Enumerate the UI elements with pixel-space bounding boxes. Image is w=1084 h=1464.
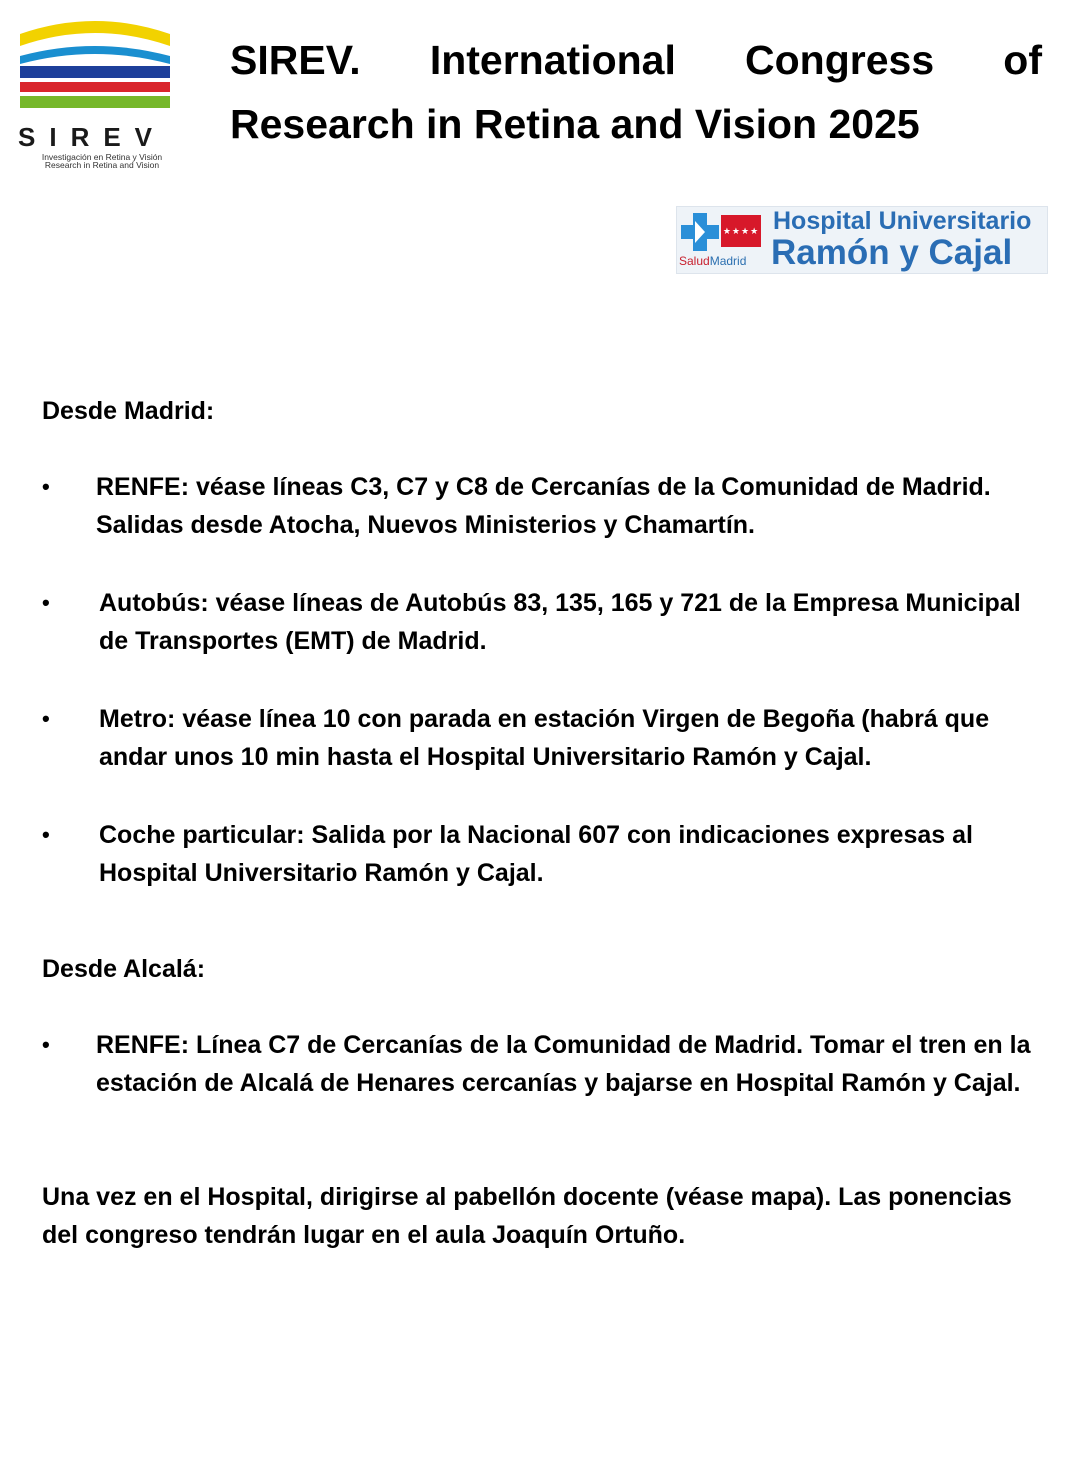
salud-madrid-cross-icon bbox=[681, 213, 719, 251]
salud-label: Salud bbox=[679, 254, 710, 268]
logo-wordmark: SIREV bbox=[18, 122, 167, 152]
bullet: • bbox=[42, 822, 50, 847]
list-item-coche bbox=[42, 816, 1052, 892]
logo-green-stripe bbox=[20, 96, 170, 108]
list-item-text: Autobús: véase líneas de Autobús 83, 135, 165 y 721 de la Empresa Municipal de Transportes (EMT) de Madrid. bbox=[99, 589, 1021, 655]
madrid-flag-icon: ★★★★ bbox=[721, 215, 761, 247]
bullet: • bbox=[42, 474, 50, 499]
title-line-2: Research in Retina and Vision 2025 bbox=[230, 101, 920, 147]
list-item-text: RENFE: véase líneas C3, C7 y C8 de Cercanías de la Comunidad de Madrid. Salidas desde Atocha, Nuevos Ministerios y Chamartín. bbox=[96, 473, 991, 539]
logo-blue-stripe bbox=[20, 66, 170, 78]
alcala-options-list bbox=[42, 1026, 1052, 1102]
page-title bbox=[230, 28, 1042, 156]
list-item-metro bbox=[42, 700, 1052, 776]
sirev-logo bbox=[18, 14, 178, 174]
list-item-text: RENFE: Línea C7 de Cercanías de la Comunidad de Madrid. Tomar el tren en la estación de Alcalá de Henares cercanías y bajarse en Hospital Ramón y Cajal. bbox=[96, 1031, 1031, 1097]
logo-tagline-en: Research in Retina and Vision bbox=[44, 160, 160, 170]
closing-paragraph: Una vez en el Hospital, dirigirse al pabellón docente (véase mapa). Las ponencias del congreso tendrán lugar en el aula Joaquín Ortuño. bbox=[42, 1183, 1012, 1249]
title-word: of bbox=[1003, 37, 1042, 83]
directions-content bbox=[42, 392, 1052, 1254]
title-word: SIREV. bbox=[230, 37, 361, 83]
heading-desde-madrid: Desde Madrid: bbox=[42, 397, 215, 425]
list-item-text: Metro: véase línea 10 con parada en estación Virgen de Begoña (habrá que andar unos 10 min hasta el Hospital Universitario Ramón y Cajal. bbox=[99, 705, 990, 771]
heading-desde-alcala: Desde Alcalá: bbox=[42, 955, 206, 983]
title-word: Congress bbox=[745, 37, 935, 83]
madrid-options-list bbox=[42, 468, 1052, 892]
list-item-text: Coche particular: Salida por la Nacional 607 con indicaciones expresas al Hospital Universitario Ramón y Cajal. bbox=[99, 821, 973, 887]
bullet: • bbox=[42, 706, 50, 731]
list-item-renfe-madrid bbox=[42, 468, 1052, 544]
salud-madrid-label bbox=[679, 254, 746, 268]
title-line-1 bbox=[230, 28, 1042, 92]
title-word: International bbox=[429, 37, 676, 83]
list-item-renfe-alcala bbox=[42, 1026, 1052, 1102]
madrid-label: Madrid bbox=[709, 254, 747, 268]
hospital-name-line-1: Hospital Universitario bbox=[773, 207, 1032, 235]
bullet: • bbox=[42, 590, 50, 615]
list-item-autobus bbox=[42, 584, 1052, 660]
hospital-name-line-2: Ramón y Cajal bbox=[771, 233, 1013, 272]
bullet: • bbox=[42, 1032, 50, 1057]
logo-red-stripe bbox=[20, 82, 170, 92]
logo-tagline-es: Investigación en Retina y Visión bbox=[41, 152, 163, 162]
hospital-logo bbox=[676, 206, 1048, 274]
